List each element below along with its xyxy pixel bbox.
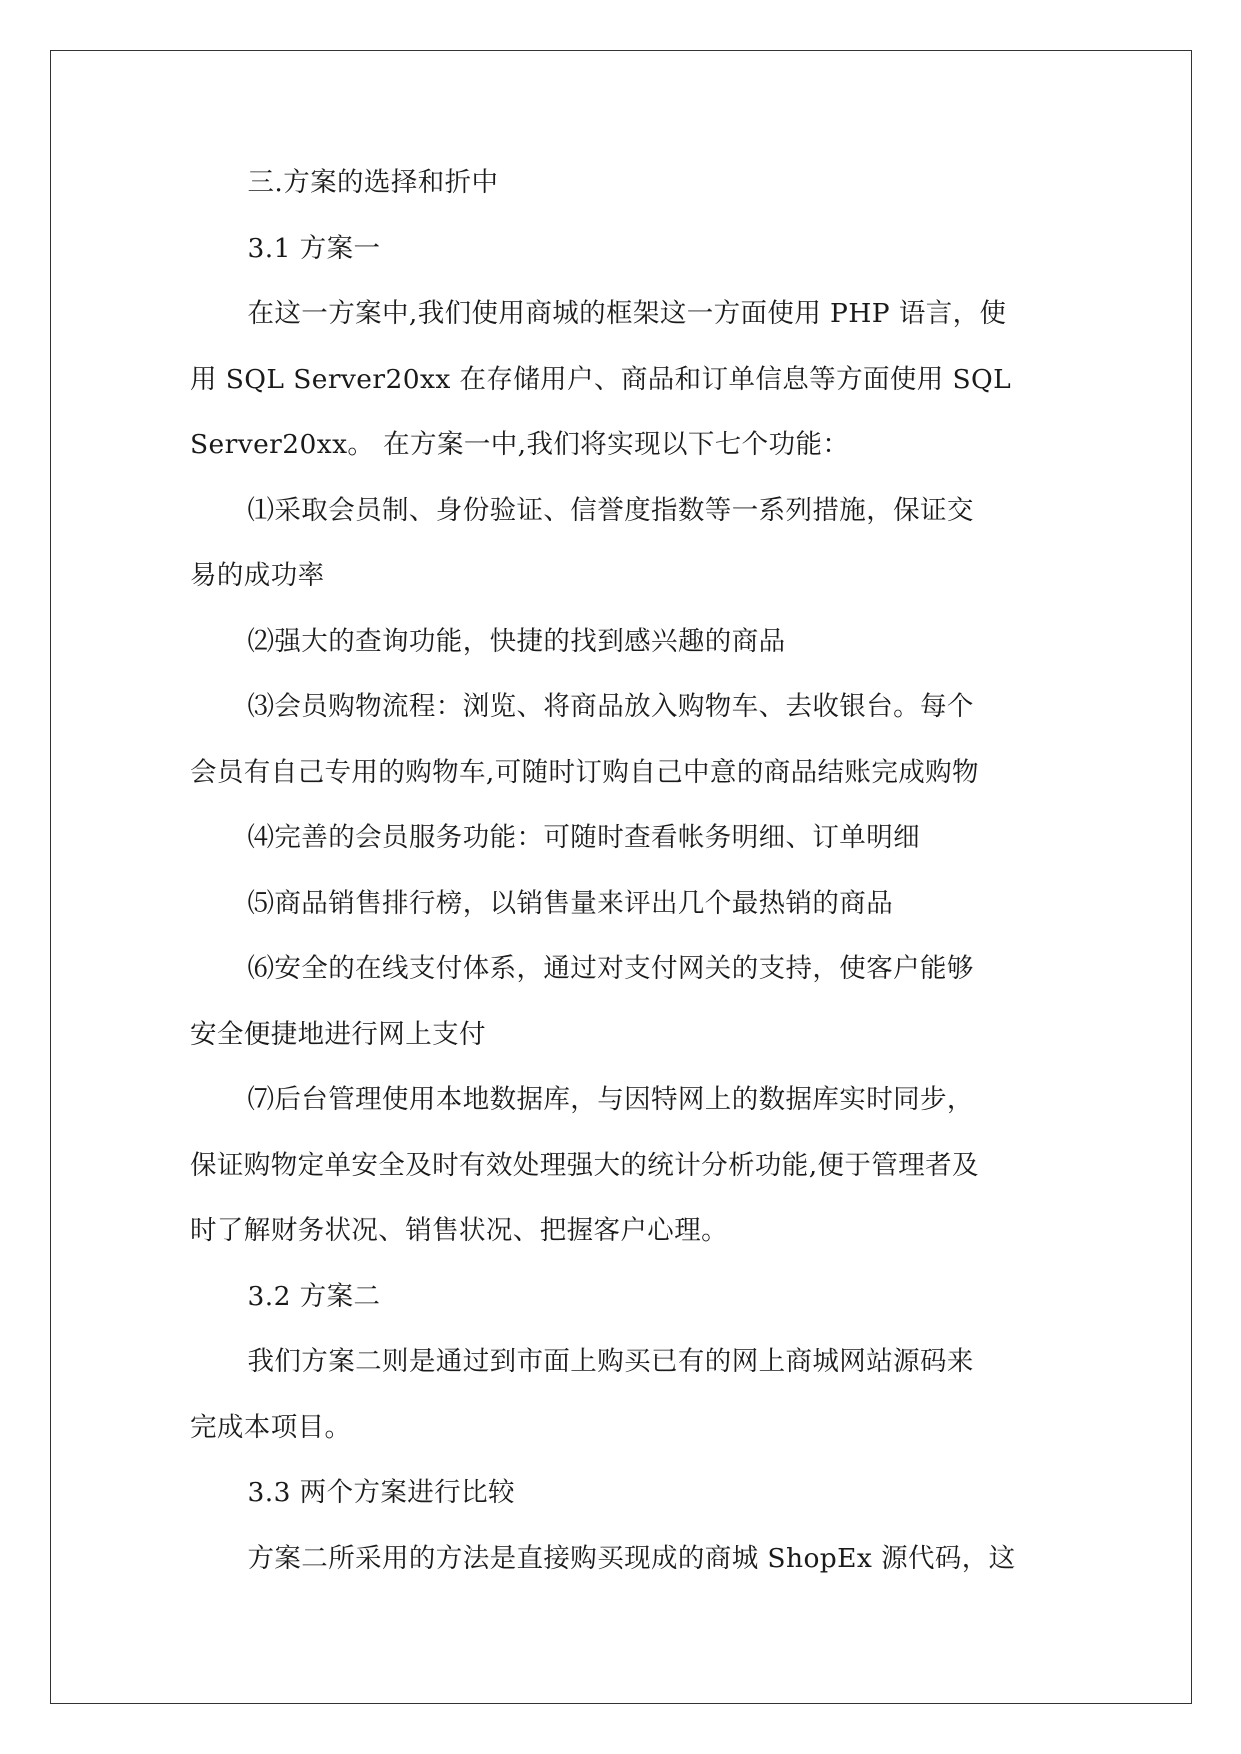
text-line: ⑶会员购物流程：浏览、将商品放入购物车、去收银台。每个 (247, 691, 974, 722)
text-line: 会员有自己专用的购物车,可随时订购自己中意的商品结账完成购物 (190, 756, 979, 788)
text-line: Server20xx。 在方案一中,我们将实现以下七个功能： (190, 429, 850, 460)
text-line: ⑹安全的在线支付体系，通过对支付网关的支持，使客户能够 (247, 953, 974, 984)
text-line: ⑺后台管理使用本地数据库，与因特网上的数据库实时同步， (247, 1084, 974, 1115)
document-body (190, 150, 1060, 1591)
heading-3-2: 3.2 方案二 (247, 1280, 381, 1312)
text-line: 易的成功率 (190, 560, 325, 591)
text-line: 用 SQL Server20xx 在存储用户、商品和订单信息等方面使用 SQL (190, 363, 1012, 395)
feature-item-6 (190, 936, 1060, 1067)
text-line: 安全便捷地进行网上支付 (190, 1018, 486, 1050)
text-line: ⑸商品销售排行榜，以销售量来评出几个最热销的商品 (247, 887, 894, 919)
text-line: 时了解财务状况、销售状况、把握客户心理。 (190, 1215, 728, 1246)
feature-item-3 (190, 674, 1060, 805)
paragraph-3-1-intro (190, 281, 1060, 478)
text-line: ⑵强大的查询功能，快捷的找到感兴趣的商品 (247, 625, 786, 657)
feature-item-7 (190, 1067, 1060, 1264)
heading-3-1: 3.1 方案一 (247, 232, 381, 264)
text-line: 方案二所采用的方法是直接购买现成的商城 ShopEx 源代码，这 (247, 1542, 1016, 1574)
paragraph-3-2 (190, 1329, 1060, 1460)
heading-3-3: 3.3 两个方案进行比较 (247, 1477, 515, 1508)
section-title: 三.方案的选择和折中 (247, 167, 499, 198)
text-line: 保证购物定单安全及时有效处理强大的统计分析功能,便于管理者及 (190, 1149, 979, 1181)
feature-item-1 (190, 478, 1060, 609)
paragraph-3-3 (190, 1526, 1060, 1592)
feature-item-2 (190, 609, 1060, 675)
feature-item-5 (190, 871, 1060, 937)
text-line: 我们方案二则是通过到市面上购买已有的网上商城网站源码来 (247, 1346, 974, 1377)
text-line: ⑴采取会员制、身份验证、信誉度指数等一系列措施，保证交 (247, 494, 974, 526)
feature-item-4 (190, 805, 1060, 871)
text-line: 完成本项目。 (190, 1411, 352, 1443)
text-line: 在这一方案中,我们使用商城的框架这一方面使用 PHP 语言，使 (247, 298, 1007, 329)
text-line: ⑷完善的会员服务功能：可随时查看帐务明细、订单明细 (247, 822, 920, 853)
